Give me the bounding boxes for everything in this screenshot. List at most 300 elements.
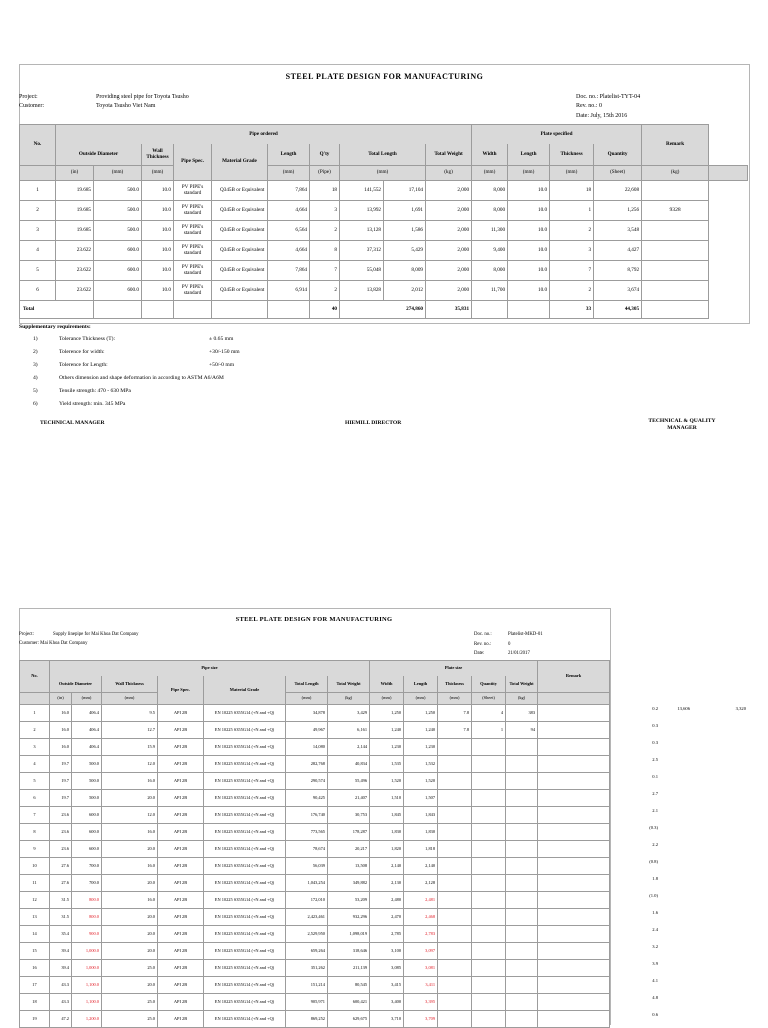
cell-width: 3,400 <box>370 994 404 1011</box>
total-empty <box>642 301 709 319</box>
cell-thickness <box>438 994 472 1011</box>
row-no: 19 <box>20 1011 50 1028</box>
cell-material-grade: EN 10225 S355G14 (+N and +Q) <box>204 858 286 875</box>
table-row <box>20 705 610 722</box>
cell-od-in: 23.6 <box>50 824 72 841</box>
cell-plate-weight: 4,427 <box>594 241 642 261</box>
sheet2-date: 21/01/2017 <box>508 651 530 656</box>
cell-material-grade: Q345B or Equivalent <box>212 281 268 301</box>
sheet2-project-label: Project: <box>19 632 34 637</box>
row-no: 4 <box>20 756 50 773</box>
cell-quantity <box>472 756 506 773</box>
cell-quantity <box>472 994 506 1011</box>
row-no: 2 <box>20 201 56 221</box>
total-plate-weight: 44,305 <box>594 301 642 319</box>
cell-od-mm: 500.0 <box>72 790 102 807</box>
cell-total-length: 351,262 <box>286 960 328 977</box>
cell-wall-thickness: 10.0 <box>142 241 174 261</box>
cell-length: 7,864 <box>268 261 310 281</box>
cell-total-weight: 178,287 <box>328 824 370 841</box>
cell-od-in: 23.6 <box>50 807 72 824</box>
table-row <box>20 858 610 875</box>
col-quantity: Quantity <box>594 144 642 166</box>
cell-remark <box>538 892 610 909</box>
cell-pipe-spec: API 2B <box>158 1011 204 1028</box>
cell-od-in: 19.7 <box>50 756 72 773</box>
cell-material-grade: EN 10225 S355G14 (+N and +Q) <box>204 1011 286 1028</box>
table-row <box>20 773 610 790</box>
cell-remark <box>538 790 610 807</box>
col-plate-length: Length <box>508 144 550 166</box>
table-row <box>20 807 610 824</box>
cell-od-mm: 900.0 <box>72 926 102 943</box>
cell-qty: 2 <box>310 281 340 301</box>
cell-total-length: 141,552 <box>340 181 384 201</box>
side-value: 2.1 <box>652 808 658 813</box>
cell-material-grade: EN 10225 S355G14 (+N and +Q) <box>204 926 286 943</box>
cell-total-weight: 2,144 <box>328 739 370 756</box>
col-total-length: Total Length <box>340 144 426 166</box>
row-no: 2 <box>20 722 50 739</box>
cell-total-length: 37,312 <box>340 241 384 261</box>
cell-wall-thickness: 12.7 <box>102 722 158 739</box>
cell-plate-weight <box>506 756 538 773</box>
unit-od-mm: (mm) <box>94 166 142 181</box>
cell-thickness: 7.8 <box>438 705 472 722</box>
s2-col-od: Outside Diameter <box>50 676 102 693</box>
cell-od-mm: 500.0 <box>94 181 142 201</box>
cell-length: 3,709 <box>404 1011 438 1028</box>
table-row <box>20 994 610 1011</box>
total-empty <box>472 301 508 319</box>
cell-total-length: 49,967 <box>286 722 328 739</box>
cell-wall-thickness: 10.0 <box>142 181 174 201</box>
cell-thickness: 10.0 <box>508 261 550 281</box>
cell-length: 1,843 <box>404 807 438 824</box>
cell-od-in: 31.5 <box>50 892 72 909</box>
unit-pipe: (Pipe) <box>310 166 340 181</box>
supp-label: Tensile strength: 470 - 630 MPa <box>59 388 131 394</box>
s2-col-grade: Material Grade <box>204 676 286 705</box>
side-value: 0.3 <box>652 723 658 728</box>
s2-unit-sheet: (Sheet) <box>472 693 506 705</box>
col-pipe-spec: Pipe Spec. <box>174 144 212 181</box>
sheet2-customer: Customer: Mai Khoa Dat Company <box>19 641 88 646</box>
cell-qty: 3 <box>310 201 340 221</box>
cell-quantity <box>472 943 506 960</box>
cell-od-in: 16.0 <box>50 739 72 756</box>
cell-total-weight: 1,098,019 <box>328 926 370 943</box>
cell-od-in: 23.622 <box>56 241 94 261</box>
table-row <box>20 261 748 281</box>
cell-width: 3,100 <box>370 943 404 960</box>
cell-pipe-spec: PV PIPE's standard <box>174 221 212 241</box>
s2-col-thickness: Thickness <box>438 676 472 693</box>
cell-pipe-spec: API 2B <box>158 875 204 892</box>
cell-total-length: 282,768 <box>286 756 328 773</box>
cell-length: 3,081 <box>404 960 438 977</box>
cell-thickness <box>438 892 472 909</box>
cell-thickness <box>438 824 472 841</box>
cell-od-in: 43.3 <box>50 994 72 1011</box>
cell-width: 2,000 <box>426 221 472 241</box>
cell-od-mm: 600.0 <box>72 841 102 858</box>
cell-od-mm: 1,100.0 <box>72 977 102 994</box>
cell-od-mm: 406.4 <box>72 705 102 722</box>
cell-plate-weight: 3,548 <box>594 221 642 241</box>
cell-remark <box>538 773 610 790</box>
cell-total-weight: 55,496 <box>328 773 370 790</box>
cell-plate-weight <box>506 977 538 994</box>
cell-total-weight: 1,691 <box>384 201 426 221</box>
cell-wall-thickness: 16.0 <box>102 773 158 790</box>
cell-od-in: 23.622 <box>56 281 94 301</box>
s2-unit-od-mm: (mm) <box>72 693 102 705</box>
row-no: 12 <box>20 892 50 909</box>
sheet2-rev-no: 0 <box>508 642 511 647</box>
cell-od-in: 31.5 <box>50 909 72 926</box>
cell-quantity <box>472 960 506 977</box>
group-plate-specified: Plate specified <box>472 125 642 145</box>
cell-total-weight: 2,012 <box>384 281 426 301</box>
side-value-3: 3,320 <box>735 706 746 711</box>
cell-material-grade: EN 10225 S355G14 (+N and +Q) <box>204 977 286 994</box>
supp-label: Others dimension and shape deformation in according to ASTM A6/A6M <box>59 375 224 381</box>
cell-total-weight: 349,882 <box>328 875 370 892</box>
col-no: No. <box>20 125 56 166</box>
cell-total-length: 905,971 <box>286 994 328 1011</box>
cell-remark <box>538 960 610 977</box>
cell-length: 1,520 <box>404 773 438 790</box>
total-empty <box>508 301 550 319</box>
cell-od-in: 19.685 <box>56 201 94 221</box>
s2-group-pipe-size: Pipe size <box>50 661 370 677</box>
s2-col-total-weight: Total Weight <box>328 676 370 693</box>
sheet1-doc-no: Doc. no.: Platelist-TYT-04 <box>576 94 641 100</box>
cell-width: 3,710 <box>370 1011 404 1028</box>
cell-remark <box>642 221 709 241</box>
cell-quantity: 2 <box>550 281 594 301</box>
cell-total-weight: 80,545 <box>328 977 370 994</box>
cell-wall-thickness: 15.9 <box>102 739 158 756</box>
cell-wall-thickness: 20.0 <box>102 943 158 960</box>
supp-label: Yield strength: min. 345 MPa <box>59 401 126 407</box>
cell-total-weight: 53,209 <box>328 892 370 909</box>
cell-pipe-spec: PV PIPE's standard <box>174 281 212 301</box>
total-total-weight: 35,831 <box>426 301 472 319</box>
cell-pipe-spec: API 2B <box>158 994 204 1011</box>
cell-length: 1,818 <box>404 841 438 858</box>
cell-thickness <box>438 977 472 994</box>
cell-total-length: 56,039 <box>286 858 328 875</box>
cell-remark <box>538 705 610 722</box>
cell-width: 1,820 <box>370 841 404 858</box>
cell-pipe-spec: API 2B <box>158 943 204 960</box>
cell-od-mm: 600.0 <box>94 281 142 301</box>
cell-plate-weight <box>506 773 538 790</box>
total-empty <box>268 301 310 319</box>
cell-pipe-spec: PV PIPE's standard <box>174 241 212 261</box>
cell-remark <box>642 281 709 301</box>
cell-length: 1,532 <box>404 756 438 773</box>
cell-width: 1,830 <box>370 824 404 841</box>
row-no: 10 <box>20 858 50 875</box>
cell-pipe-spec: API 2B <box>158 841 204 858</box>
sheet2-rev-no-label: Rev. no.: <box>474 642 492 647</box>
side-value: (0.8) <box>649 859 658 864</box>
sheet1-rev-no: Rev. no.: 0 <box>576 103 602 109</box>
cell-thickness <box>438 790 472 807</box>
cell-od-in: 19.7 <box>50 773 72 790</box>
cell-quantity <box>472 739 506 756</box>
cell-total-weight: 30,753 <box>328 807 370 824</box>
cell-od-in: 23.6 <box>50 841 72 858</box>
cell-pipe-spec: API 2B <box>158 858 204 875</box>
cell-pipe-spec: PV PIPE's standard <box>174 181 212 201</box>
cell-pipe-spec: API 2B <box>158 790 204 807</box>
cell-total-weight: 3,429 <box>328 705 370 722</box>
table-row <box>20 790 610 807</box>
cell-od-mm: 500.0 <box>72 756 102 773</box>
supp-number: 2) <box>33 349 38 355</box>
cell-width: 1,520 <box>370 773 404 790</box>
side-value: 0.6 <box>652 1012 658 1017</box>
sheet1-project-label: Project: <box>19 94 38 100</box>
s2-col-wt: Wall Thickness <box>102 676 158 693</box>
cell-plate-weight <box>506 739 538 756</box>
table-row <box>20 926 610 943</box>
supp-value: +30/-150 mm <box>209 349 240 355</box>
cell-qty: 2 <box>310 221 340 241</box>
cell-quantity <box>472 892 506 909</box>
cell-remark <box>538 943 610 960</box>
cell-length: 1,230 <box>404 739 438 756</box>
cell-wall-thickness: 16.0 <box>102 892 158 909</box>
cell-quantity: 4 <box>472 705 506 722</box>
table-row <box>20 892 610 909</box>
cell-total-weight: 211,139 <box>328 960 370 977</box>
s2-col-length: Length <box>404 676 438 693</box>
cell-width: 1,230 <box>370 739 404 756</box>
cell-wall-thickness: 20.0 <box>102 841 158 858</box>
side-value: 2.4 <box>652 927 658 932</box>
sheet1-table <box>19 124 748 319</box>
cell-pipe-spec: API 2B <box>158 926 204 943</box>
cell-pipe-spec: API 2B <box>158 892 204 909</box>
cell-remark <box>538 909 610 926</box>
s2-col-quantity: Quantity <box>472 676 506 693</box>
cell-od-in: 16.0 <box>50 705 72 722</box>
cell-plate-length: 11,300 <box>472 221 508 241</box>
sig-technical-manager: TECHNICAL MANAGER <box>40 420 105 426</box>
cell-total-length: 13,992 <box>340 201 384 221</box>
cell-material-grade: Q345B or Equivalent <box>212 201 268 221</box>
s2-group-plate-size: Plate size <box>370 661 538 677</box>
cell-thickness <box>438 807 472 824</box>
cell-thickness: 10.0 <box>508 181 550 201</box>
cell-qty: 7 <box>310 261 340 281</box>
cell-material-grade: EN 10225 S355G14 (+N and +Q) <box>204 705 286 722</box>
cell-length: 4,664 <box>268 241 310 261</box>
cell-wall-thickness: 12.0 <box>102 807 158 824</box>
cell-od-in: 35.4 <box>50 926 72 943</box>
cell-plate-weight <box>506 926 538 943</box>
row-no: 17 <box>20 977 50 994</box>
row-no: 15 <box>20 943 50 960</box>
cell-material-grade: EN 10225 S355G14 (+N and +Q) <box>204 892 286 909</box>
side-value: 0.1 <box>652 774 658 779</box>
cell-quantity: 18 <box>550 181 594 201</box>
unit-sheet: (Sheet) <box>594 166 642 181</box>
cell-od-mm: 700.0 <box>72 858 102 875</box>
side-value: 2.7 <box>652 791 658 796</box>
cell-width: 1,535 <box>370 756 404 773</box>
cell-remark <box>538 739 610 756</box>
cell-material-grade: Q345B or Equivalent <box>212 261 268 281</box>
cell-plate-weight <box>506 790 538 807</box>
s2-unit-tw-kg: (kg) <box>328 693 370 705</box>
cell-od-mm: 800.0 <box>72 892 102 909</box>
sheet1-title: STEEL PLATE DESIGN FOR MANUFACTURING <box>285 72 484 81</box>
cell-pipe-spec: API 2B <box>158 909 204 926</box>
s2-col-no: No. <box>20 661 50 693</box>
cell-wall-thickness: 10.0 <box>142 281 174 301</box>
s2-col-total-length: Total Length <box>286 676 328 693</box>
cell-material-grade: EN 10225 S355G14 (+N and +Q) <box>204 943 286 960</box>
cell-plate-length: 8,000 <box>472 201 508 221</box>
cell-remark <box>538 756 610 773</box>
cell-thickness: 10.0 <box>508 241 550 261</box>
total-empty <box>174 301 212 319</box>
cell-quantity <box>472 858 506 875</box>
sheet2-date-label: Date: <box>474 651 485 656</box>
cell-wall-thickness: 20.0 <box>102 926 158 943</box>
s2-col-width: Width <box>370 676 404 693</box>
cell-thickness <box>438 926 472 943</box>
side-value: 1.6 <box>652 910 658 915</box>
cell-thickness <box>438 909 472 926</box>
cell-od-mm: 500.0 <box>72 773 102 790</box>
cell-thickness <box>438 1011 472 1028</box>
unit-width-mm: (mm) <box>472 166 508 181</box>
cell-plate-weight <box>506 824 538 841</box>
cell-material-grade: Q345B or Equivalent <box>212 241 268 261</box>
cell-width: 2,130 <box>370 875 404 892</box>
cell-plate-weight <box>506 943 538 960</box>
cell-length: 6,914 <box>268 281 310 301</box>
cell-quantity: 1 <box>472 722 506 739</box>
unit-pweight-kg: (kg) <box>642 166 709 181</box>
cell-material-grade: EN 10225 S355G14 (+N and +Q) <box>204 824 286 841</box>
cell-wall-thickness: 20.0 <box>102 790 158 807</box>
cell-od-mm: 700.0 <box>72 875 102 892</box>
sheet2-doc-no-label: Doc. no.: <box>474 632 492 637</box>
cell-od-mm: 406.4 <box>72 722 102 739</box>
cell-width: 2,000 <box>426 241 472 261</box>
unit-kg: (kg) <box>426 166 472 181</box>
cell-wall-thickness: 20.0 <box>102 977 158 994</box>
s2-col-spec: Pipe Spec. <box>158 676 204 705</box>
sheet1-customer-label: Customer: <box>19 103 44 109</box>
cell-total-length: 2,423,461 <box>286 909 328 926</box>
cell-thickness <box>438 773 472 790</box>
cell-wall-thickness: 20.0 <box>102 875 158 892</box>
cell-od-mm: 600.0 <box>72 807 102 824</box>
cell-od-in: 27.6 <box>50 875 72 892</box>
supp-number: 4) <box>33 375 38 381</box>
cell-quantity <box>472 926 506 943</box>
col-remark: Remark <box>642 125 709 166</box>
cell-quantity <box>472 807 506 824</box>
total-empty <box>212 301 268 319</box>
cell-total-length: 13,828 <box>340 281 384 301</box>
col-material-grade: Material Grade <box>212 144 268 181</box>
row-no: 5 <box>20 261 56 281</box>
cell-quantity <box>472 1011 506 1028</box>
side-value: 1.8 <box>652 876 658 881</box>
cell-length: 1,250 <box>404 705 438 722</box>
cell-total-length: 13,128 <box>340 221 384 241</box>
cell-thickness: 10.0 <box>508 221 550 241</box>
row-no: 7 <box>20 807 50 824</box>
cell-material-grade: EN 10225 S355G14 (+N and +Q) <box>204 875 286 892</box>
cell-quantity <box>472 790 506 807</box>
side-value: (1.0) <box>649 893 658 898</box>
s2-unit-blank <box>20 693 50 705</box>
row-no: 6 <box>20 281 56 301</box>
side-value: 2.2 <box>652 842 658 847</box>
s2-col-remark: Remark <box>538 661 610 693</box>
cell-total-length: 2,529,950 <box>286 926 328 943</box>
cell-wall-thickness: 10.0 <box>142 201 174 221</box>
table-row <box>20 824 610 841</box>
unit-thick-mm: (mm) <box>550 166 594 181</box>
sheet2-doc-no: Platelist-MKD-01 <box>508 632 543 637</box>
supp-number: 3) <box>33 362 38 368</box>
row-no: 4 <box>20 241 56 261</box>
s2-unit-remark-blank <box>538 693 610 705</box>
cell-total-weight: 932,296 <box>328 909 370 926</box>
cell-material-grade: EN 10225 S355G14 (+N and +Q) <box>204 841 286 858</box>
cell-od-in: 16.0 <box>50 722 72 739</box>
cell-quantity <box>472 841 506 858</box>
cell-plate-weight: 94 <box>506 722 538 739</box>
cell-od-mm: 1,000.0 <box>72 960 102 977</box>
side-value: 4.8 <box>652 995 658 1000</box>
cell-total-weight: 21,407 <box>328 790 370 807</box>
cell-total-weight: 6,161 <box>328 722 370 739</box>
unit-remark-blank <box>709 166 748 181</box>
row-no: 16 <box>20 960 50 977</box>
cell-wall-thickness: 25.0 <box>102 994 158 1011</box>
cell-pipe-spec: API 2B <box>158 960 204 977</box>
s2-unit-t-mm: (mm) <box>438 693 472 705</box>
cell-material-grade: Q345B or Equivalent <box>212 221 268 241</box>
table-row <box>20 977 610 994</box>
cell-pipe-spec: API 2B <box>158 705 204 722</box>
cell-total-length: 869,252 <box>286 1011 328 1028</box>
cell-wall-thickness: 25.0 <box>102 1011 158 1028</box>
cell-width: 2,000 <box>426 281 472 301</box>
cell-material-grade: Q345B or Equivalent <box>212 181 268 201</box>
cell-qty: 8 <box>310 241 340 261</box>
cell-thickness <box>438 841 472 858</box>
cell-remark <box>538 977 610 994</box>
cell-total-weight: 1,586 <box>384 221 426 241</box>
cell-width: 1,845 <box>370 807 404 824</box>
cell-material-grade: EN 10225 S355G14 (+N and +Q) <box>204 909 286 926</box>
side-value: (0.3) <box>649 825 658 830</box>
